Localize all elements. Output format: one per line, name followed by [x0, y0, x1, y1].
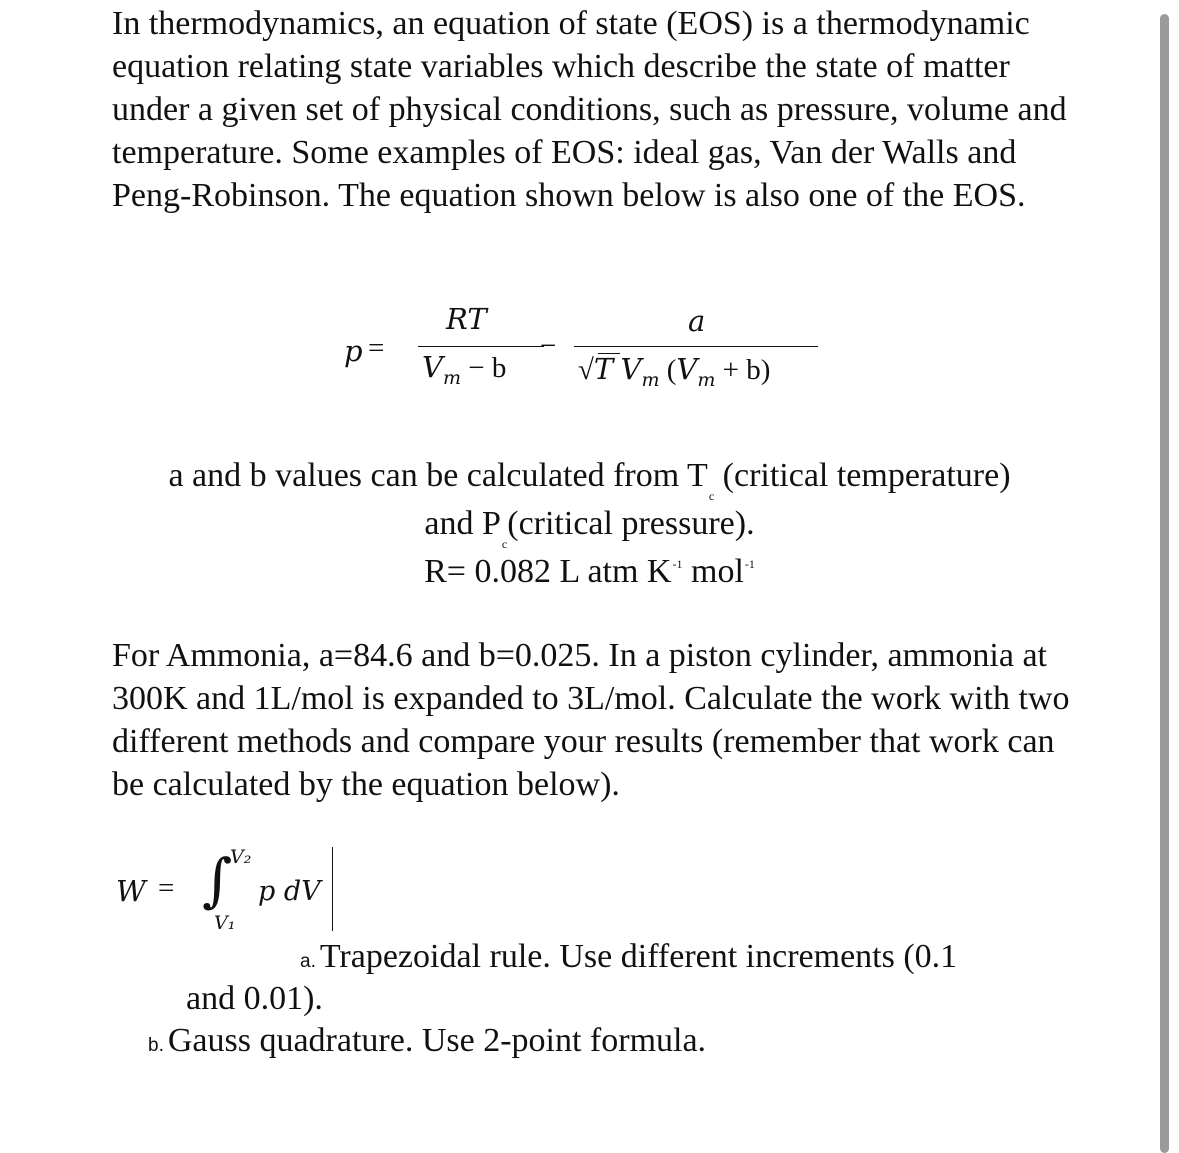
- eos-den2-paren: (: [666, 354, 677, 386]
- constants-line-2-text: and P: [424, 505, 501, 542]
- list-marker-b: b.: [148, 1035, 164, 1056]
- vertical-scrollbar[interactable]: [1160, 14, 1169, 1153]
- eos-denominator-2: [578, 352, 771, 391]
- tc-subscript: c: [708, 489, 715, 503]
- work-lhs: W: [116, 874, 146, 908]
- problem-paragraph: For Ammonia, a=84.6 and b=0.025. In a piston cylinder, ammonia at 300K and 1L/mol is expanded to 3L/mol. Calculate the work with two different methods and compare your results (remember that work can be calculated by the equation below).: [112, 637, 1070, 803]
- list-item-a-continued: and 0.01).: [186, 980, 323, 1017]
- constants-line-1: [0, 452, 1179, 506]
- eos-denominator-1: [422, 350, 507, 389]
- intro-paragraph: In thermodynamics, an equation of state (EOS) is a thermodynamic equation relating state variables which describe the state of matter under a given set of physical conditions, such as pressure, volume and temperature. Some examples of EOS: ideal gas, Van der Walls and Peng-Robinson. The equation shown below is also one of the EOS.: [112, 5, 1067, 214]
- work-equals: =: [158, 872, 175, 904]
- integral-symbol: ∫: [202, 846, 233, 914]
- list-marker-a: a.: [300, 951, 316, 972]
- eos-equals: =: [368, 332, 385, 364]
- integral-lower-limit: V₁: [214, 912, 236, 934]
- text-cursor-line: [332, 847, 333, 931]
- eos-numerator-2: a: [688, 304, 706, 338]
- constants-line-2-tail: (critical pressure).: [507, 505, 755, 542]
- eos-den2-t: T: [593, 352, 614, 386]
- eos-minus: −: [540, 330, 557, 362]
- constants-line-3: [0, 548, 1179, 602]
- eos-den2-v: V: [620, 352, 642, 386]
- eos-den2-v2: V: [676, 352, 698, 386]
- eos-den1-rest: − b: [460, 352, 507, 384]
- eos-den2-rest: + b): [715, 354, 771, 386]
- constants-line-1-tail: (critical temperature): [714, 457, 1011, 494]
- list-item-b-text: Gauss quadrature. Use 2-point formula.: [167, 1022, 707, 1059]
- integral-upper-limit: V₂: [230, 846, 252, 868]
- eos-fraction-bar-1: [418, 346, 544, 347]
- eos-lhs: p: [344, 334, 363, 368]
- eos-den1-v: V: [422, 350, 443, 384]
- work-equation: [114, 840, 374, 950]
- eos-den1-sub: m: [442, 367, 461, 389]
- mol-text: mol: [682, 553, 744, 590]
- eos-numerator-1: RT: [446, 302, 487, 336]
- kelvin-exponent: -1: [672, 557, 683, 571]
- eos-den2-sub2: m: [697, 369, 716, 391]
- eos-equation: [340, 296, 840, 406]
- list-item-b: [148, 1020, 706, 1067]
- pc-subscript: c: [501, 537, 508, 551]
- list-item-a: [300, 936, 957, 983]
- integrand: p dV: [258, 876, 321, 907]
- list-item-a-text: Trapezoidal rule. Use different increments (0.1: [319, 938, 958, 975]
- sqrt-symbol: √: [578, 354, 594, 386]
- eos-den2-sub: m: [641, 369, 660, 391]
- gas-constant-text: R= 0.082 L atm K: [424, 553, 672, 590]
- mol-exponent: -1: [744, 557, 755, 571]
- eos-fraction-bar-2: [574, 346, 818, 347]
- constants-line-1-text: a and b values can be calculated from T: [168, 457, 708, 494]
- constants-line-2: [0, 500, 1179, 554]
